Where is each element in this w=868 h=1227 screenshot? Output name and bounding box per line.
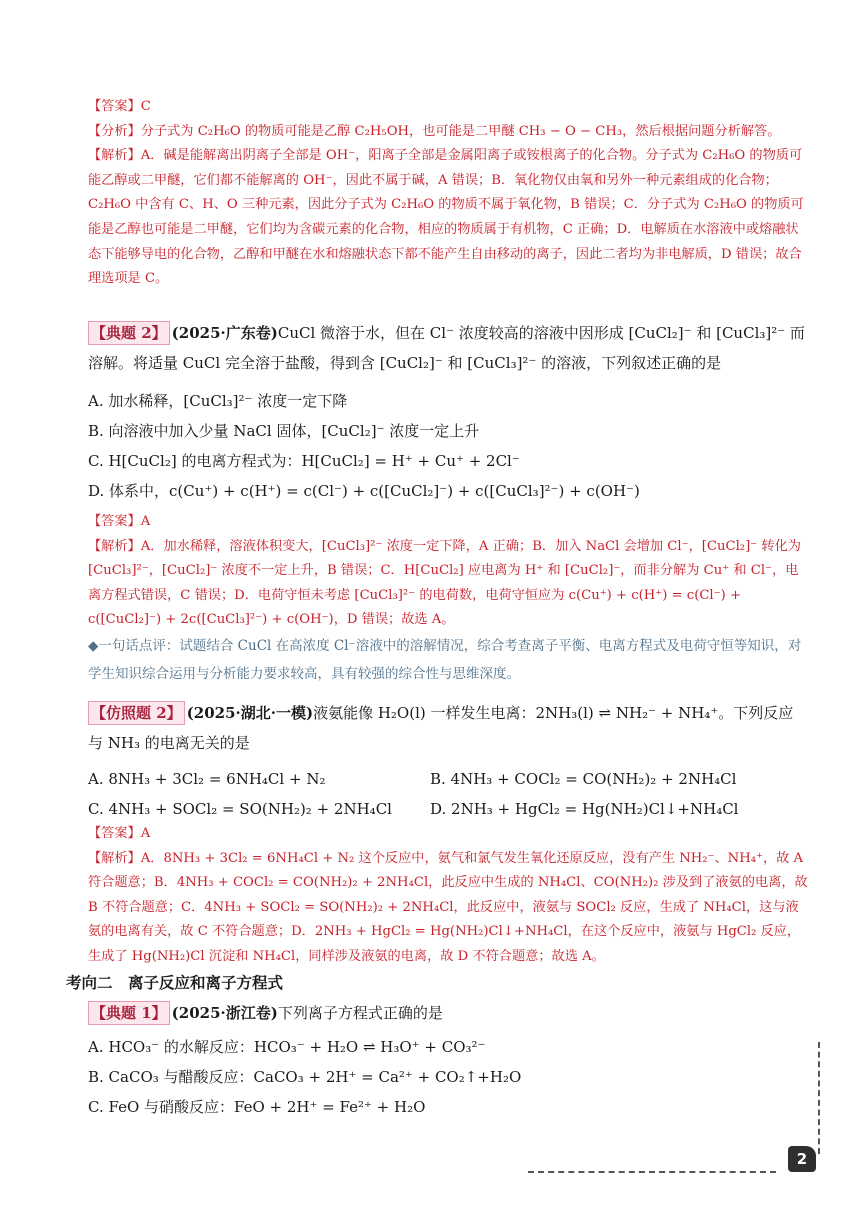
- question-text: CuCl 微溶于水，但在 Cl⁻ 浓度较高的溶液中因形成 [CuCl₂]⁻ 和 [CuCl₃]²⁻ 而溶解。将适量 CuCl 完全溶于盐酸，得到含 [CuCl₂]⁻ 和 [CuCl₃]²⁻ 的溶液，下列叙述正确的是: [88, 324, 805, 372]
- question-stem: [88, 998, 808, 1028]
- prev-question-explanation: [88, 95, 808, 292]
- dashed-border-horizontal: [528, 1171, 776, 1173]
- solution-paragraph: 【解析】A．8NH₃ + 3Cl₂ = 6NH₄Cl + N₂ 这个反应中，氨气和氯气发生氧化还原反应，没有产生 NH₂⁻、NH₄⁺，故 A 符合题意；B．4NH₃ + COCl₂ = CO(NH₂)₂ + 2NH₄Cl，此反应中生成的 NH₄Cl、CO(NH₂)₂ 涉及到了液氨的电离，故 B 不符合题意；C．4NH₃ + SOCl₂ = SO(NH₂)₂ + 2NH₄Cl，此反应中，液氨与 SOCl₂ 反应，生成了 NH₄Cl，这与液氨的电离有关，故 C 不符合题意；D．2NH₃ + HgCl₂ = Hg(NH₂)Cl↓+NH₄Cl，在这个反应中，液氨与 HgCl₂ 反应，生成了 Hg(NH₂)Cl 沉淀和 NH₄Cl，同样涉及液氨的电离，故 D 不符合题意；故选 A。: [88, 850, 808, 964]
- one-line-comment: ◆一句话点评：试题结合 CuCl 在高浓度 Cl⁻溶液中的溶解情况，综合考查离子平衡、电离方程式及电荷守恒等知识，对学生知识综合运用与分析能力要求较高，具有较强的综合性与思维深度。: [88, 638, 802, 682]
- question-source: (2025·湖北·一模): [186, 704, 314, 722]
- option-d: D. 体系中，c(Cu⁺) + c(H⁺) = c(Cl⁻) + c([CuCl₂]⁻) + c([CuCl₃]²⁻) + c(OH⁻): [88, 482, 640, 500]
- question-tag: 【典题 2】: [88, 321, 170, 345]
- question-source: (2025·浙江卷): [171, 1004, 278, 1022]
- question-stem: [88, 318, 808, 378]
- question-tag: 【仿照题 2】: [88, 701, 185, 725]
- option-row-2: [88, 794, 808, 824]
- question-text: 下列离子方程式正确的是: [277, 1004, 443, 1022]
- option-a: A. HCO₃⁻ 的水解反应：HCO₃⁻ + H₂O ⇌ H₃O⁺ + CO₃²⁻: [88, 1038, 486, 1056]
- question-dianti-2-explanation: [88, 510, 808, 633]
- option-a: A. 加水稀释，[CuCl₃]²⁻ 浓度一定下降: [88, 392, 348, 410]
- option-c: C. 4NH₃ + SOCl₂ = SO(NH₂)₂ + 2NH₄Cl: [88, 800, 392, 818]
- question-tag: 【典题 1】: [88, 1001, 170, 1025]
- analysis-paragraph: 【分析】分子式为 C₂H₆O 的物质可能是乙醇 C₂H₅OH，也可能是二甲醚 CH₃ − O − CH₃，然后根据问题分析解答。: [88, 123, 781, 139]
- answer-line: 【答案】C: [88, 99, 151, 114]
- option-row-1: [88, 764, 808, 794]
- question-stem: [88, 698, 808, 758]
- option-b: B. 向溶液中加入少量 NaCl 固体，[CuCl₂]⁻ 浓度一定上升: [88, 422, 480, 440]
- option-a: A. 8NH₃ + 3Cl₂ = 6NH₄Cl + N₂: [88, 770, 326, 788]
- question-fangzhao-2: [88, 698, 808, 824]
- answer-line: 【答案】A: [88, 514, 151, 529]
- option-c: C. H[CuCl₂] 的电离方程式为：H[CuCl₂] = H⁺ + Cu⁺ + 2Cl⁻: [88, 452, 520, 470]
- solution-paragraph: 【解析】A．加水稀释，溶液体积变大，[CuCl₃]²⁻ 浓度一定下降，A 正确；B．加入 NaCl 会增加 Cl⁻，[CuCl₂]⁻ 转化为 [CuCl₃]²⁻，[CuCl₂]⁻ 浓度不一定上升，B 错误；C．H[CuCl₂] 应电离为 H⁺ 和 [CuCl₂]⁻，而非分解为 Cu⁺ 和 Cl⁻，电离方程式错误，C 错误；D．电荷守恒未考虑 [CuCl₃]²⁻ 的电荷数，电荷守恒应为 c(Cu⁺) + c(H⁺) = c(Cl⁻) + c([CuCl₂]⁻) + 2c([CuCl₃]²⁻) + c(OH⁻)，D 错误；故选 A。: [88, 538, 801, 628]
- question-fangzhao-2-explanation: [88, 822, 808, 970]
- option-b: B. 4NH₃ + COCl₂ = CO(NH₂)₂ + 2NH₄Cl: [430, 770, 737, 788]
- question-source: (2025·广东卷): [171, 324, 278, 342]
- answer-line: 【答案】A: [88, 826, 151, 841]
- section-heading: 考向二 离子反应和离子方程式: [66, 974, 284, 992]
- page-number-badge: 2: [788, 1146, 816, 1172]
- option-d: D. 2NH₃ + HgCl₂ = Hg(NH₂)Cl↓+NH₄Cl: [430, 800, 739, 818]
- option-b: B. CaCO₃ 与醋酸反应：CaCO₃ + 2H⁺ = Ca²⁺ + CO₂↑+H₂O: [88, 1068, 522, 1086]
- dashed-border-vertical: [818, 1042, 820, 1154]
- solution-paragraph: 【解析】A．碱是能解离出阴离子全部是 OH⁻，阳离子全部是金属阳离子或铵根离子的化合物。分子式为 C₂H₆O 的物质可能乙醇或二甲醚，它们都不能解离的 OH⁻，因此不属于碱，A 错误；B．氧化物仅由氧和另外一种元素组成的化合物；C₂H₆O 中含有 C、H、O 三种元素，因此分子式为 C₂H₆O 的物质不属于氧化物，B 错误；C．分子式为 C₂H₆O 的物质可能是乙醇也可能是二甲醚，它们均为含碳元素的化合物，相应的物质属于有机物，C 正确；D．电解质在水溶液中或熔融状态下能够导电的化合物，乙醇和甲醚在水和熔融状态下都不能产生自由移动的离子，因此二者均为非电解质，D 错误；故合理选项是 C。: [88, 148, 804, 287]
- question-text: 液氨能像 H₂O(l) 一样发生电离：2NH₃(l) ⇌ NH₂⁻ + NH₄⁺。下列反应与 NH₃ 的电离无关的是: [88, 704, 794, 752]
- option-c: C. FeO 与硝酸反应：FeO + 2H⁺ = Fe²⁺ + H₂O: [88, 1098, 426, 1116]
- question-dianti-1: [88, 998, 808, 1122]
- question-dianti-2: [88, 318, 808, 506]
